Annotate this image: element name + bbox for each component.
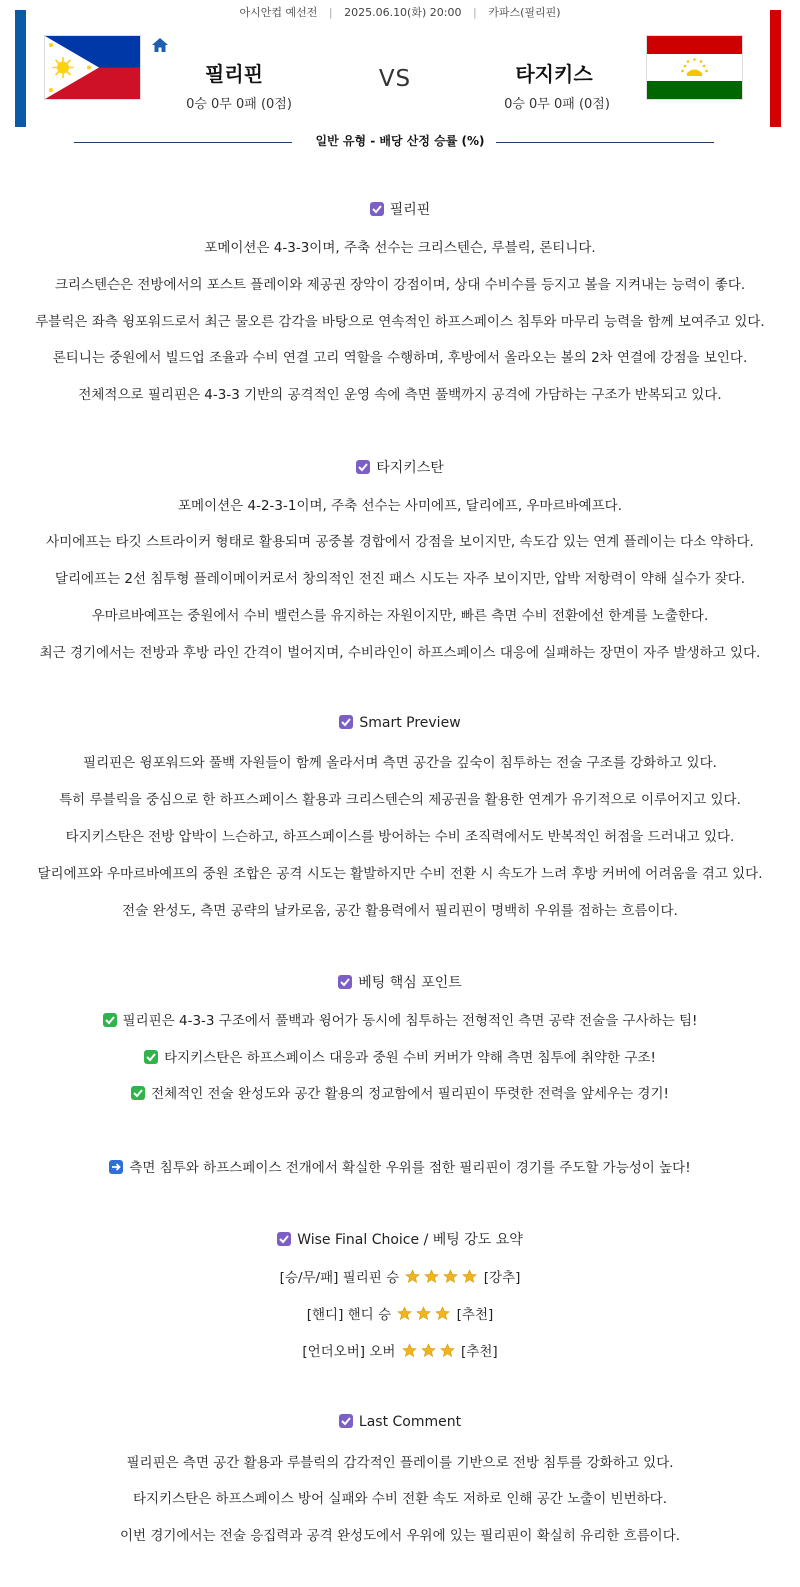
analysis-line: 달리에프는 2선 침투형 플레이메이커로서 창의적인 전진 패스 시도는 자주 보이지만, 압박 저항력이 약해 실수가 잦다. <box>54 571 746 587</box>
home-team-name: 필리핀 <box>205 62 263 86</box>
home-color-stripe <box>15 10 26 127</box>
match-datetime: 2025.06.10(화) 20:00 <box>344 6 462 19</box>
section-heading-philippines: 필리핀 <box>0 199 800 219</box>
home-team-record: 0승 0무 0패 (0점) <box>186 97 292 112</box>
checkbox-icon <box>370 202 384 216</box>
checkbox-icon <box>339 715 353 729</box>
checkbox-icon <box>277 1232 291 1246</box>
betting-point: 필리핀은 4-3-3 구조에서 풀백과 윙어가 동시에 침투하는 전형적인 측면 공략 전술을 구사하는 팀! <box>0 1009 800 1029</box>
checkbox-icon <box>338 975 352 989</box>
analysis-line: 달리에프와 우마르바예프의 중원 조합은 공격 시도는 활발하지만 수비 전환 시 속도가 느려 후방 커버에 어려움을 겪고 있다. <box>37 866 763 882</box>
comment-line: 타지키스탄은 하프스페이스 방어 실패와 수비 전환 속도 저하로 인해 공간 노출이 빈번하다. <box>132 1491 667 1507</box>
analysis-line: 포메이션은 4-3-3이며, 주축 선수는 크리스텐슨, 루블릭, 론티니다. <box>204 240 596 256</box>
analysis-line: 포메이션은 4-2-3-1이며, 주축 선수는 사미에프, 달리에프, 우마르바예프다. <box>178 498 622 514</box>
final-pick <box>0 1340 800 1360</box>
section-heading-smart-preview: Smart Preview <box>0 715 800 731</box>
venue-label: 카파스(필리핀) <box>488 6 561 19</box>
star-rating <box>403 1270 479 1286</box>
pick-label: [핸디] 핸디 승 <box>306 1307 392 1323</box>
separator: | <box>328 6 333 19</box>
star-icon <box>405 1269 420 1284</box>
final-pick <box>0 1303 800 1323</box>
star-icon <box>462 1269 477 1284</box>
star-icon <box>440 1343 455 1358</box>
divider <box>496 142 714 143</box>
star-icon <box>416 1306 431 1321</box>
analysis-line: 전체적으로 필리핀은 4-3-3 기반의 공격적인 운영 속에 측면 풀백까지 공격에 가담하는 구조가 반복되고 있다. <box>78 387 722 403</box>
analysis-line: 타지키스탄은 전방 압박이 느슨하고, 하프스페이스를 방어하는 수비 조직력에서도 반복적인 허점을 드러내고 있다. <box>65 829 735 845</box>
star-rating <box>400 1344 457 1360</box>
star-icon <box>435 1306 450 1321</box>
home-icon <box>151 37 169 53</box>
star-icon <box>402 1343 417 1358</box>
pick-strength: [추천] <box>456 1307 494 1323</box>
away-team-record: 0승 0무 0패 (0점) <box>504 97 610 112</box>
star-rating <box>395 1307 452 1323</box>
right-arrow-icon <box>109 1160 123 1174</box>
final-pick <box>0 1266 800 1286</box>
pick-label: [승/무/패] 필리핀 승 <box>279 1270 400 1286</box>
analysis-line: 특히 루블릭을 중심으로 한 하프스페이스 활용과 크리스텐슨의 제공권을 활용한 연계가 유기적으로 이루어지고 있다. <box>59 792 741 808</box>
league-label: 아시안컵 예선전 <box>239 6 318 19</box>
comment-line: 필리핀은 측면 공간 활용과 루블릭의 감각적인 플레이를 기반으로 전방 침투를 강화하고 있다. <box>126 1455 674 1471</box>
match-info-bar <box>0 0 800 26</box>
away-color-stripe <box>770 10 781 127</box>
check-mark-icon <box>131 1086 145 1100</box>
check-mark-icon <box>103 1013 117 1027</box>
analysis-line: 론티니는 중원에서 빌드업 조율과 수비 연결 고리 역할을 수행하며, 후방에서 올라오는 볼의 2차 연결에 강점을 보인다. <box>52 350 748 366</box>
analysis-line: 전술 완성도, 측면 공략의 날카로움, 공간 활용력에서 필리핀이 명백히 우위를 점하는 흐름이다. <box>122 903 678 919</box>
section-heading-betting-points: 베팅 핵심 포인트 <box>0 972 800 992</box>
pick-strength: [강추] <box>483 1270 521 1286</box>
separator: | <box>472 6 477 19</box>
pick-label: [언더오버] 오버 <box>302 1344 396 1360</box>
analysis-line: 최근 경기에서는 전방과 후방 라인 간격이 벌어지며, 수비라인이 하프스페이스 대응에 실패하는 장면이 자주 발생하고 있다. <box>39 645 761 661</box>
section-heading-tajikistan: 타지키스탄 <box>0 457 800 477</box>
betting-point: 타지키스탄은 하프스페이스 대응과 중원 수비 커버가 약해 측면 침투에 취약한 구조! <box>0 1046 800 1066</box>
tajikistan-flag-icon <box>646 35 743 100</box>
away-team-name: 타지키스 <box>515 62 593 86</box>
analysis-line: 사미에프는 타깃 스트라이커 형태로 활용되며 공중볼 경합에서 강점을 보이지만, 속도감 있는 연계 플레이는 다소 약하다. <box>46 534 754 550</box>
check-mark-icon <box>144 1050 158 1064</box>
philippines-flag-icon <box>44 35 141 100</box>
star-icon <box>443 1269 458 1284</box>
analysis-line: 우마르바예프는 중원에서 수비 밸런스를 유지하는 자원이지만, 빠른 측면 수비 전환에선 한계를 노출한다. <box>91 608 709 624</box>
section-title: 일반 유형 - 배당 산정 승률 (%) <box>315 134 485 148</box>
checkbox-icon <box>356 460 370 474</box>
analysis-line: 크리스텐슨은 전방에서의 포스트 플레이와 제공권 장악이 강점이며, 상대 수비수를 등지고 볼을 지켜내는 능력이 좋다. <box>54 277 746 293</box>
analysis-line: 필리핀은 윙포워드와 풀백 자원들이 함께 올라서며 측면 공간을 깊숙이 침투하는 전술 구조를 강화하고 있다. <box>83 755 717 771</box>
section-heading-last-comment: Last Comment <box>0 1414 800 1430</box>
betting-point: 전체적인 전술 완성도와 공간 활용의 정교함에서 필리핀이 뚜렷한 전력을 앞세우는 경기! <box>0 1082 800 1102</box>
vs-label: VS <box>378 66 412 92</box>
pick-strength: [추천] <box>461 1344 498 1360</box>
betting-conclusion: 측면 침투와 하프스페이스 전개에서 확실한 우위를 점한 필리핀이 경기를 주도할 가능성이 높다! <box>0 1156 800 1176</box>
section-heading-final-choice: Wise Final Choice / 베팅 강도 요약 <box>0 1229 800 1249</box>
star-icon <box>424 1269 439 1284</box>
comment-line: 이번 경기에서는 전술 응집력과 공격 완성도에서 우위에 있는 필리핀이 확실히 유리한 흐름이다. <box>119 1528 681 1544</box>
star-icon <box>421 1343 436 1358</box>
analysis-line: 루블릭은 좌측 윙포워드로서 최근 물오른 감각을 바탕으로 연속적인 하프스페이스 침투와 마무리 능력을 함께 보여주고 있다. <box>35 314 765 330</box>
checkbox-icon <box>339 1414 353 1428</box>
star-icon <box>397 1306 412 1321</box>
